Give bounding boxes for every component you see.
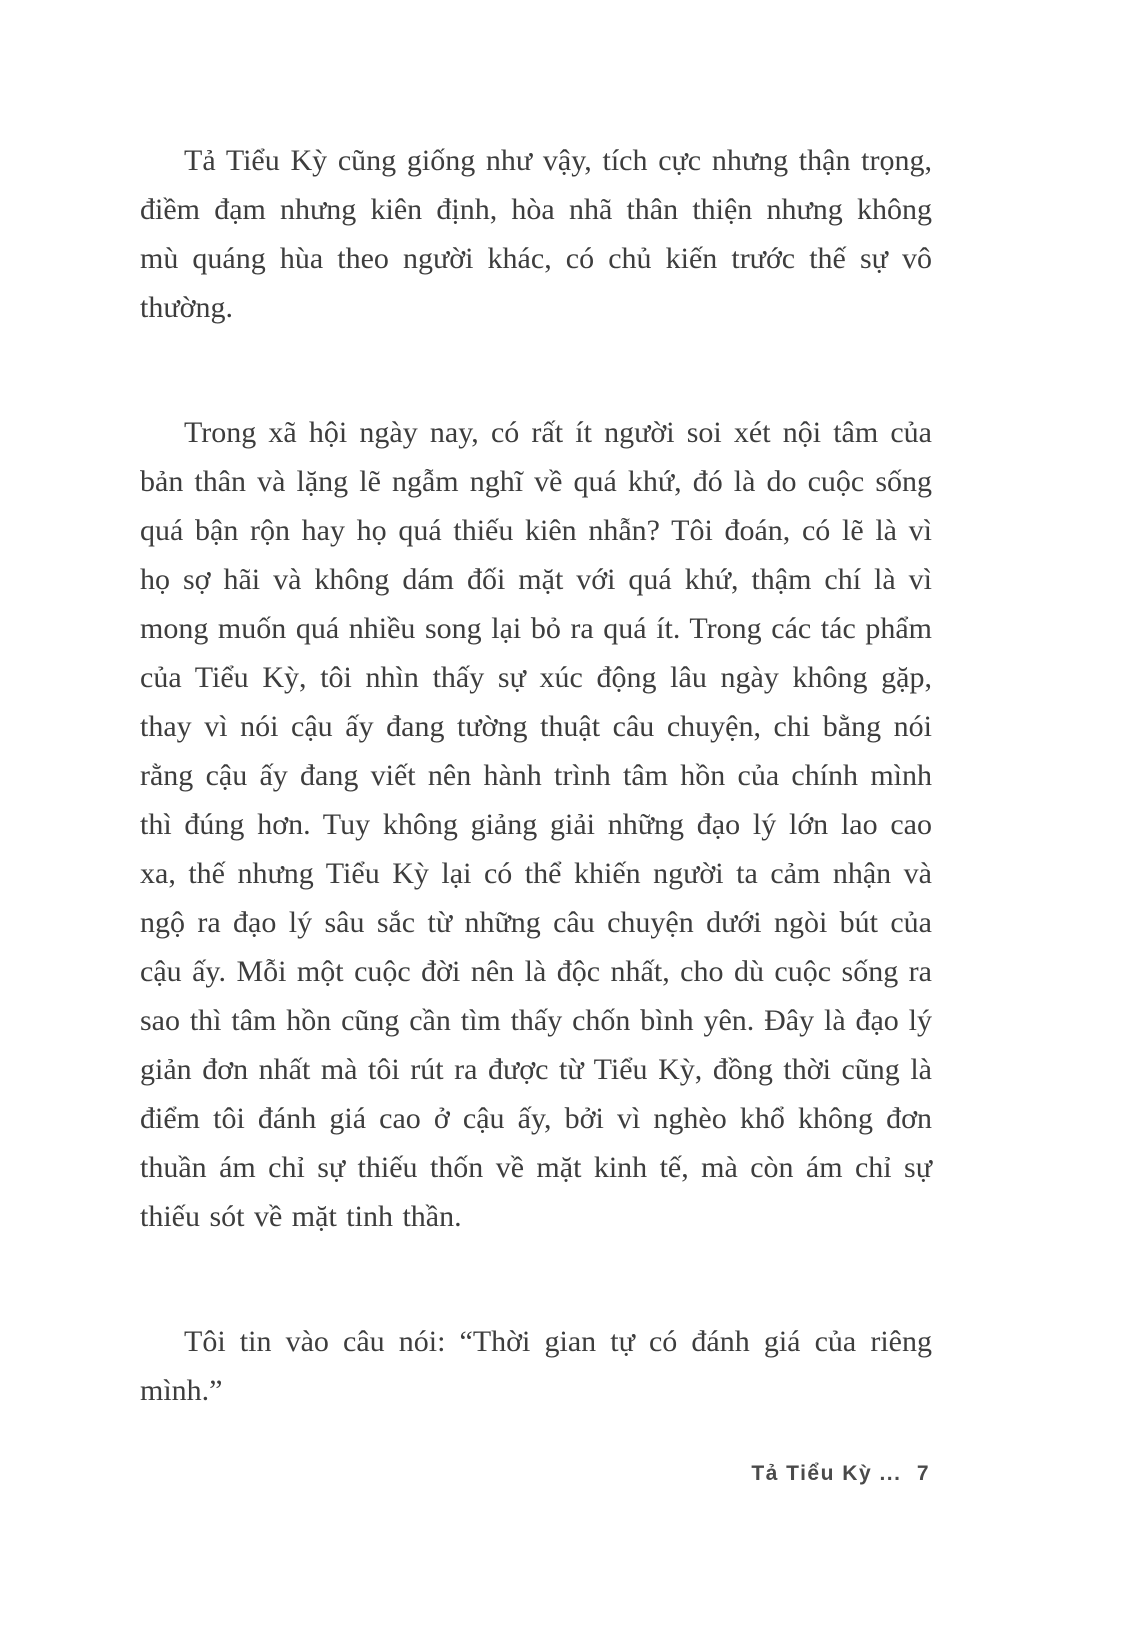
page-number: 7 (916, 1462, 930, 1485)
paragraph-1: Tả Tiểu Kỳ cũng giống như vậy, tích cực nhưng thận trọng, điềm đạm nhưng kiên định, hòa nhã thân thiện nhưng không mù quáng hùa theo người khác, có chủ kiến trước thế sự vô thường. (140, 144, 932, 324)
running-title: Tả Tiểu Kỳ ... (751, 1462, 902, 1485)
page-footer (751, 1462, 930, 1486)
paragraph-2: Trong xã hội ngày nay, có rất ít người soi xét nội tâm của bản thân và lặng lẽ ngẫm nghĩ về quá khứ, đó là do cuộc sống quá bận rộn hay họ quá thiếu kiên nhẫn? Tôi đoán, có lẽ là vì họ sợ hãi và không dám đối mặt với quá khứ, thậm chí là vì mong muốn quá nhiều song lại bỏ ra quá ít. Trong các tác phẩm của Tiểu Kỳ, tôi nhìn thấy sự xúc động lâu ngày không gặp, thay vì nói cậu ấy đang tường thuật câu chuyện, chi bằng nói rằng cậu ấy đang viết nên hành trình tâm hồn của chính mình thì đúng hơn. Tuy không giảng giải những đạo lý lớn lao cao xa, thế nhưng Tiểu Kỳ lại có thể khiến người ta cảm nhận và ngộ ra đạo lý sâu sắc từ những câu chuyện dưới ngòi bút của cậu ấy. Mỗi một cuộc đời nên là độc nhất, cho dù cuộc sống ra sao thì tâm hồn cũng cần tìm thấy chốn bình yên. Đây là đạo lý giản đơn nhất mà tôi rút ra được từ Tiểu Kỳ, đồng thời cũng là điểm tôi đánh giá cao ở cậu ấy, bởi vì nghèo khổ không đơn thuần ám chỉ sự thiếu thốn về mặt kinh tế, mà còn ám chỉ sự thiếu sót về mặt tinh thần. (140, 416, 932, 1233)
paragraph-3: Tôi tin vào câu nói: “Thời gian tự có đánh giá của riêng mình.” (140, 1325, 932, 1407)
body-text (140, 136, 932, 1415)
